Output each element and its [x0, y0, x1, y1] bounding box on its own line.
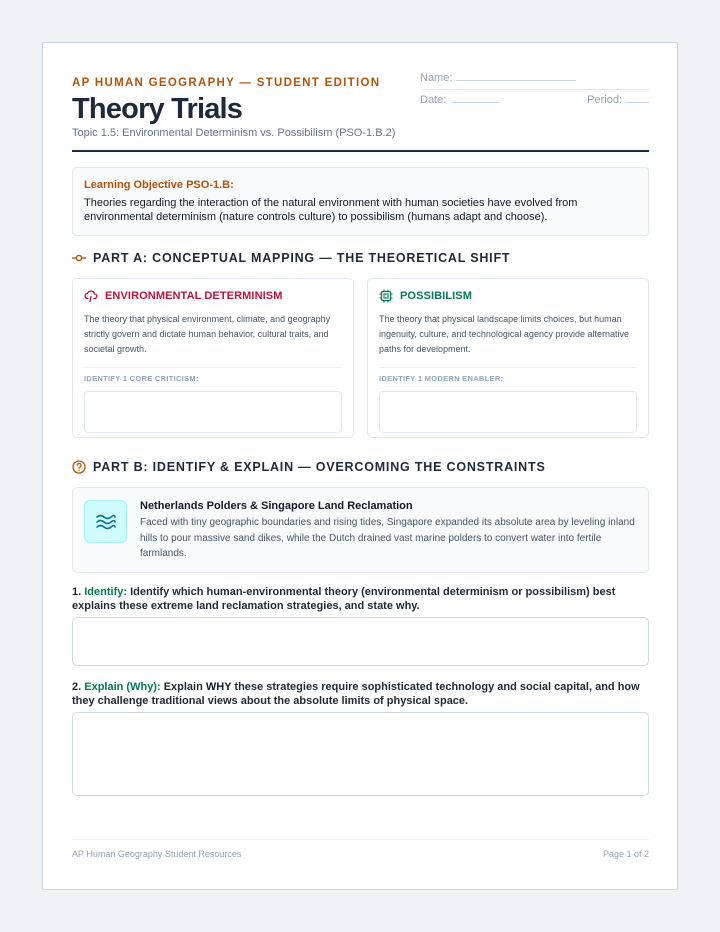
help-circle-icon: [72, 460, 86, 474]
question-1-answer-box[interactable]: [72, 617, 649, 666]
period-field[interactable]: [587, 94, 649, 106]
learning-objective-box: [72, 167, 649, 236]
question-1-key: Identify:: [84, 586, 128, 598]
case-study-title: Netherlands Polders & Singapore Land Reclamation: [140, 500, 413, 512]
part-b-heading-text: PART B: IDENTIFY & EXPLAIN — OVERCOMING THE CONSTRAINTS: [93, 460, 546, 474]
period-line[interactable]: [625, 94, 649, 103]
page-number: Page 1 of 2: [602, 849, 649, 859]
possibilism-card-title: POSSIBILISM: [400, 290, 472, 302]
question-2-text: these strategies require sophisticated technology and social capital, and how they challenge traditional views about the absolute limits of physical space.: [72, 681, 640, 707]
objective-label: Learning Objective PSO-1.B:: [84, 179, 234, 191]
determinism-card-body: The theory that physical environment, climate, and geography strictly govern and dictate human behavior, cultural traits, and societal growth.: [84, 314, 331, 354]
card-divider: [379, 367, 637, 368]
date-period-row: [420, 94, 649, 106]
determinism-card-title: ENVIRONMENTAL DETERMINISM: [105, 290, 283, 302]
name-field[interactable]: [420, 72, 649, 90]
question-1-text: Identify which human-environmental theory (environmental determinism or possibilism) best explains these extreme land reclamation strategies, and state why.: [72, 586, 616, 612]
commit-icon: [72, 251, 86, 265]
possibilism-card-prompt: IDENTIFY 1 MODERN ENABLER:: [379, 374, 504, 383]
question-2-answer-box[interactable]: [72, 712, 649, 796]
question-2-key: Explain (Why):: [84, 681, 161, 693]
page-title: Theory Trials: [72, 93, 243, 125]
part-b-heading: [72, 460, 649, 474]
determinism-card-prompt: IDENTIFY 1 CORE CRITICISM:: [84, 374, 199, 383]
period-label: Period:: [587, 94, 622, 106]
question-2: [72, 680, 649, 708]
chip-icon: [379, 289, 393, 303]
question-2-pre: Explain: [163, 681, 203, 693]
part-a-heading-text: PART A: CONCEPTUAL MAPPING — THE THEORETICAL SHIFT: [93, 251, 511, 265]
possibilism-card-body: The theory that physical landscape limits choices, but human ingenuity, culture, and technological agency provide alternative paths for development.: [379, 314, 629, 354]
footer-source: AP Human Geography Student Resources: [72, 849, 242, 859]
determinism-card-header: [84, 289, 342, 303]
date-label: Date:: [420, 94, 447, 106]
worksheet-page: [42, 42, 678, 890]
footer-divider: [72, 839, 649, 840]
determinism-card: [72, 278, 354, 438]
question-2-number: 2.: [72, 681, 82, 693]
question-1: [72, 585, 649, 613]
determinism-answer-box[interactable]: [84, 391, 342, 433]
name-line[interactable]: [456, 72, 576, 81]
cloud-rain-icon: [84, 289, 98, 303]
topic-subtitle: Topic 1.5: Environmental Determinism vs. Possibilism (PSO-1.B.2): [72, 127, 396, 139]
possibilism-card: [367, 278, 649, 438]
case-study-text: Faced with tiny geographic boundaries and rising tides, Singapore expanded its absolute area by leveling inland hills to pour massive sand dikes, while the Dutch drained vast marine polders to convert water into fertile farmlands.: [140, 517, 635, 559]
possibilism-answer-box[interactable]: [379, 391, 637, 433]
date-line[interactable]: [452, 94, 500, 103]
header-rule: [72, 150, 649, 152]
card-divider: [84, 367, 342, 368]
question-1-number: 1.: [72, 586, 82, 598]
part-a-heading: [72, 251, 649, 265]
edition-eyebrow: AP HUMAN GEOGRAPHY — STUDENT EDITION: [72, 77, 381, 89]
case-study-box: [72, 487, 649, 573]
objective-text: Theories regarding the interaction of the natural environment with human societies have evolved from environmental determinism (nature controls culture) to possibilism (humans adapt and choose).: [84, 197, 578, 223]
waves-icon: [84, 500, 127, 543]
question-2-why: WHY: [205, 681, 232, 693]
possibilism-card-header: [379, 289, 637, 303]
name-label: Name:: [420, 72, 453, 84]
